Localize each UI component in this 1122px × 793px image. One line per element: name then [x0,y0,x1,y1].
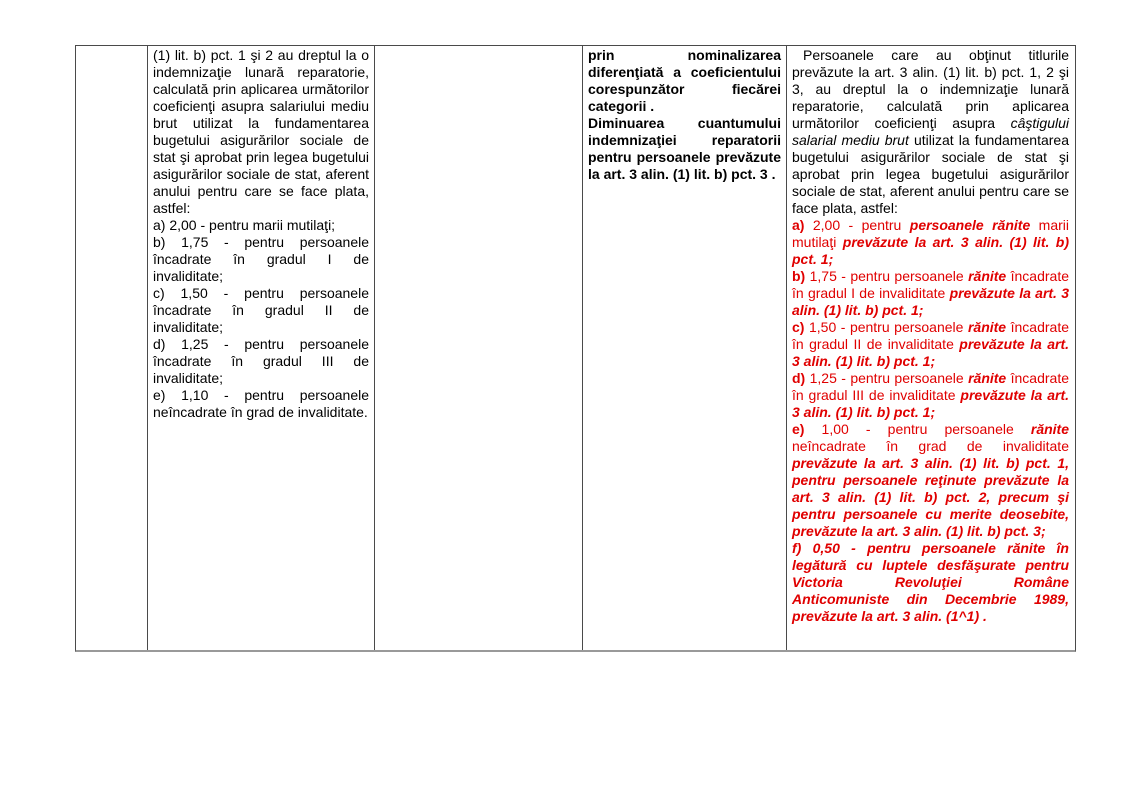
text-run: Persoanele care au obţinut titlurile prevăzute la art. 3 alin. (1) lit. b) pct. 1, 2 şi 3, au dreptul la o indemnizaţie lunară reparatorie, calculată prin aplicarea următorilor coeficienţi asupra [792,47,1069,131]
text-run: e) 1,10 - pentru persoanele neîncadrate în grad de invaliditate. [153,387,369,420]
paragraph [588,47,781,115]
text-run: încadrate în gradul I de invaliditate [792,268,1069,301]
cell-empty-left [76,46,148,650]
text-run: b) 1,75 - pentru persoanele încadrate în gradul I de invaliditate; [153,234,369,284]
text-run: rănite [967,319,1007,335]
paragraph [153,285,369,336]
paragraph [792,370,1069,421]
text-run: prevăzute la art. 3 alin. (1) lit. b) pct. 1, pentru persoanele reţinute prevăzute la art. 3 alin. (1) lit. b) pct. 2, precum şi pentru persoanele cu merite deosebite, prevăzute la art. 3 alin. (1) lit. b) pct. 3; [792,455,1069,539]
text-run: c) 1,50 - pentru persoanele încadrate în gradul II de invaliditate; [153,285,369,335]
text-run: prevăzute la art. 3 alin. (1) lit. b) pct. 1; [792,336,1069,369]
paragraph [792,217,1069,268]
paragraph [588,115,781,183]
text-run: (1) lit. b) pct. 1 şi 2 au dreptul la o indemnizaţie lunară reparatorie, calculată prin aplicarea următorilor coeficienţi asupra salariului mediu brut utilizat la fundamentarea bugetului asigurărilor sociale de stat şi aprobat prin legea bugetului asigurărilor sociale de stat, aferent anului pentru care se face plata, astfel: [153,47,369,216]
text-run: Diminuarea cuantumului indemnizaţiei reparatorii pentru persoanele prevăzute la art. 3 alin. (1) lit. b) pct. 3 . [588,115,781,182]
text-run: 1,75 - pentru persoanele [805,268,969,284]
text-run: d) [792,370,806,386]
text-run: persoanele rănite [909,217,1031,233]
text-run: a) [792,217,805,233]
text-run: f) 0,50 - pentru persoanele rănite în legătură cu luptele desfăşurate pentru Victoria Revoluţiei Române Anticomuniste din Decembrie 1989, prevăzute la art. 3 alin. (1^1) . [792,540,1069,624]
cell-amendment-summary [583,46,787,650]
comparison-table [75,45,1076,652]
cell-old-provision [148,46,375,650]
paragraph [153,234,369,285]
text-run: prevăzute la art. 3 alin. (1) lit. b) pct. 1; [792,234,1070,267]
text-run: d) 1,25 - pentru persoanele încadrate în gradul III de invaliditate; [153,336,369,386]
text-run: încadrate în gradul II de invaliditate [792,319,1069,352]
text-run: prevăzute la art. 3 alin. (1) lit. b) pct. 1; [792,387,1069,420]
text-run: rănite [1030,421,1069,437]
text-run: marii mutilaţi [792,217,1070,250]
text-run: câştigului salarial mediu brut [792,115,1069,148]
text-run: rănite [968,268,1007,284]
text-run: c) [792,319,805,335]
paragraph [792,421,1069,540]
text-run: rănite [968,370,1007,386]
paragraph [153,387,369,421]
text-run: utilizat la fundamentarea bugetului asigurărilor sociale de stat şi aprobat prin legea bugetului asigurărilor sociale de stat, aferent anului pentru care se face plata, astfel: [792,132,1069,216]
paragraph [153,47,369,217]
text-run: prevăzute la art. 3 alin. (1) lit. b) pct. 1; [792,285,1070,318]
cell-new-provision [787,46,1075,650]
text-run: neîncadrate în grad de invaliditate [792,438,1069,454]
text-run: a) 2,00 - pentru marii mutilaţi; [153,217,336,233]
paragraph [153,217,369,234]
paragraph [792,319,1069,370]
text-run: e) [792,421,805,437]
paragraph [792,268,1069,319]
paragraph [153,336,369,387]
text-run: 1,25 - pentru persoanele [805,370,969,386]
paragraph [792,540,1069,625]
cell-empty-middle [375,46,583,650]
text-run: b) [792,268,806,284]
text-run: încadrate în gradul III de invaliditate [792,370,1069,403]
text-run: 1,50 - pentru persoanele [804,319,968,335]
text-run: 1,00 - pentru persoanele [804,421,1031,437]
text-run: 2,00 - pentru [804,217,910,233]
paragraph [792,47,1069,217]
text-run: prin nominalizarea diferenţiată a coeficientului corespunzător fiecărei categorii . [588,47,781,114]
